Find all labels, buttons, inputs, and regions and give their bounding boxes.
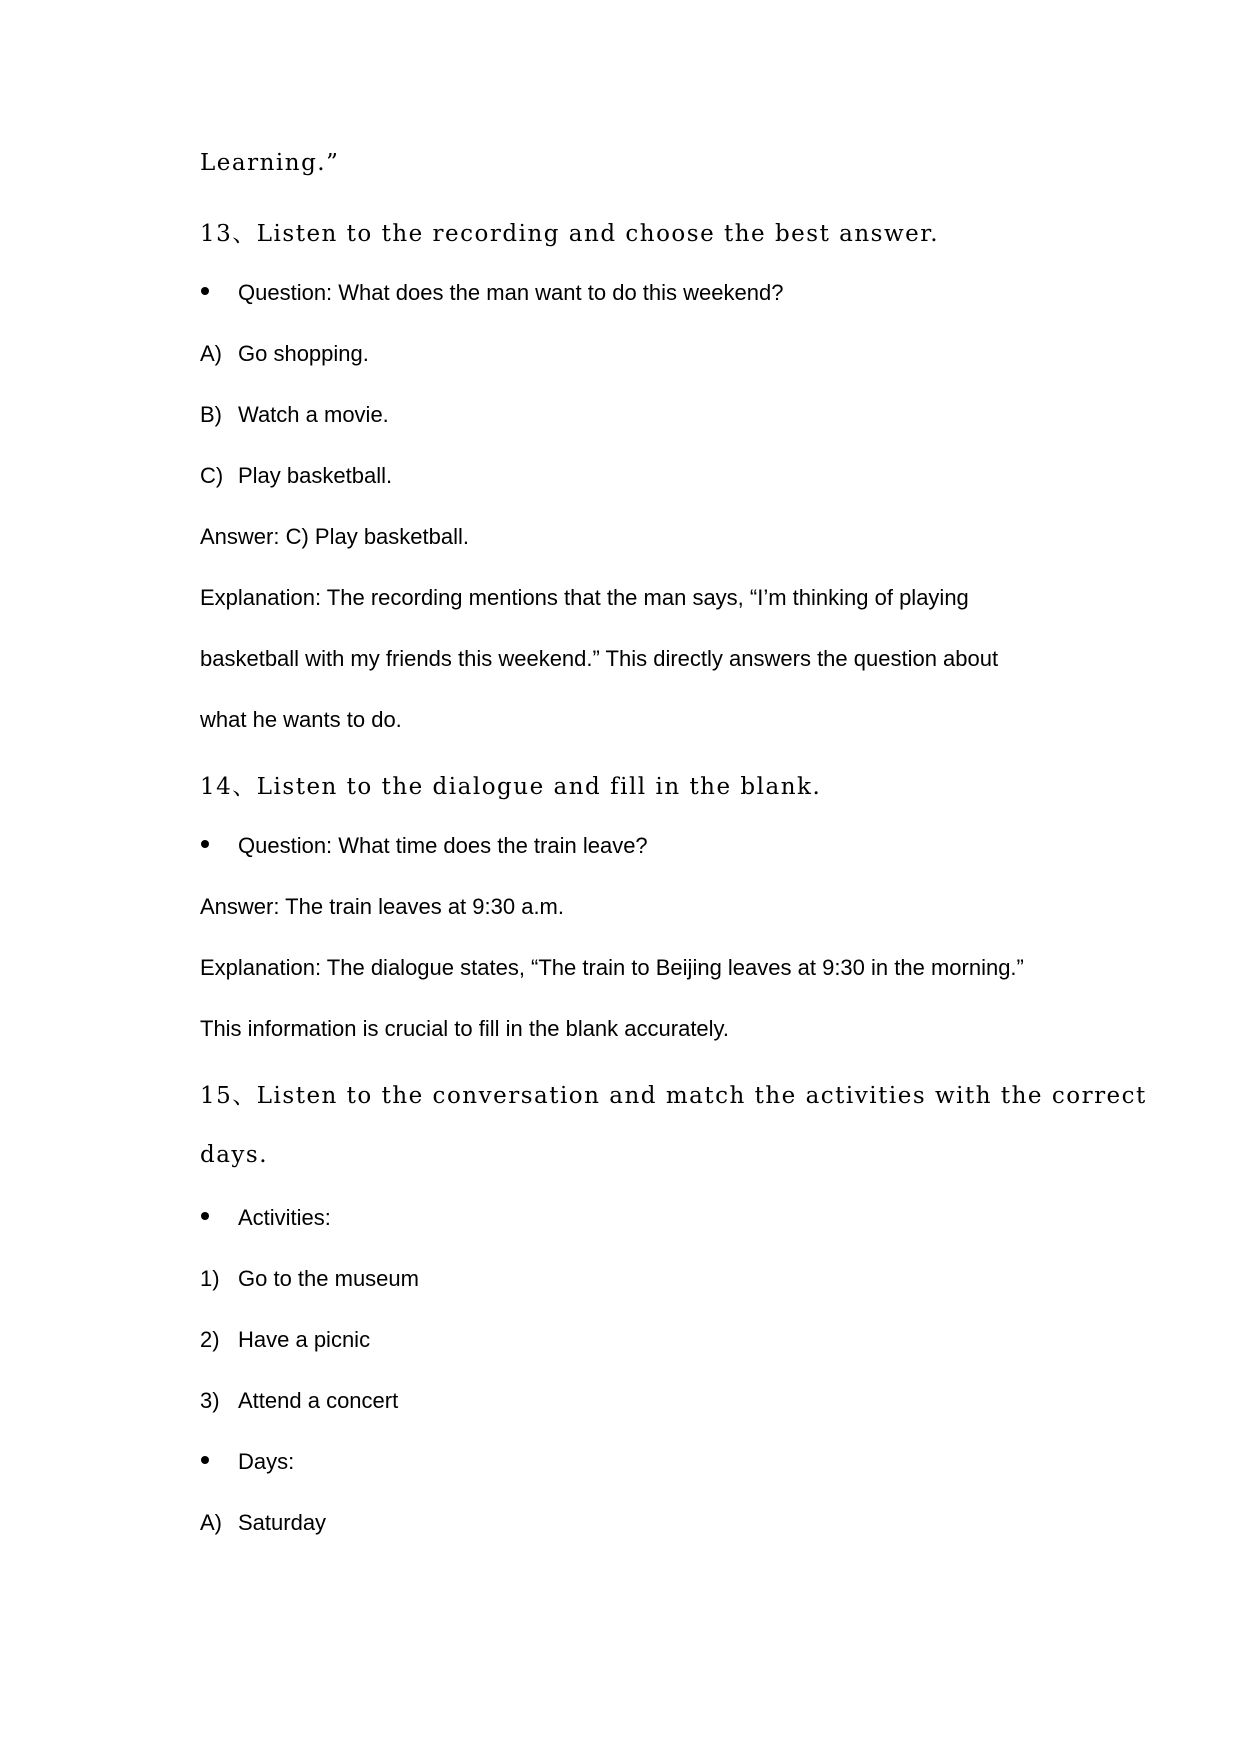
question-13-explanation-line-1 <box>200 585 969 611</box>
question-14-heading-text: 14、Listen to the dialogue and fill in the blank. <box>200 774 822 800</box>
explanation-text: Explanation: The recording mentions that the man says, “I’m thinking of playing <box>200 585 969 610</box>
days-label-text: Days: <box>238 1449 295 1474</box>
explanation-text: basketball with my friends this weekend.” This directly answers the question about <box>200 646 999 671</box>
activity-text: Attend a concert <box>238 1388 399 1413</box>
question-13-option-c <box>200 463 392 489</box>
activity-item-3 <box>200 1388 398 1414</box>
question-14-prompt-text: Question: What time does the train leave? <box>238 833 648 858</box>
answer-text: Answer: The train leaves at 9:30 a.m. <box>200 894 564 919</box>
question-13-answer <box>200 524 469 550</box>
question-14-heading <box>200 768 821 801</box>
question-13-prompt <box>200 280 783 306</box>
activity-text: Have a picnic <box>238 1327 371 1352</box>
option-marker: C) <box>200 463 224 488</box>
question-13-option-b <box>200 402 389 428</box>
question-13-option-a <box>200 341 369 367</box>
option-text: Play basketball. <box>238 463 393 488</box>
question-15-heading-line-2 <box>200 1142 268 1168</box>
option-text: Watch a movie. <box>238 402 389 427</box>
activity-item-2 <box>200 1327 370 1353</box>
question-14-explanation-line-2 <box>200 1016 729 1042</box>
item-marker: 3) <box>200 1388 220 1413</box>
explanation-text: what he wants to do. <box>200 707 402 732</box>
activity-text: Go to the museum <box>238 1266 419 1291</box>
question-13-explanation-line-3 <box>200 707 402 733</box>
question-13-prompt-text: Question: What does the man want to do this weekend? <box>238 280 784 305</box>
item-marker: 1) <box>200 1266 220 1291</box>
question-14-answer <box>200 894 564 920</box>
item-marker: A) <box>200 1510 222 1535</box>
option-marker: A) <box>200 341 222 366</box>
continued-text-content: Learning.” <box>200 150 340 176</box>
question-14-prompt <box>200 833 648 859</box>
continued-text <box>200 150 339 176</box>
question-13-explanation-line-2 <box>200 646 998 672</box>
activities-label-text: Activities: <box>238 1205 331 1230</box>
explanation-text: This information is crucial to fill in the blank accurately. <box>200 1016 730 1041</box>
explanation-text: Explanation: The dialogue states, “The train to Beijing leaves at 9:30 in the morning.” <box>200 955 1024 980</box>
question-15-heading-line-1 <box>200 1077 1147 1110</box>
item-marker: 2) <box>200 1327 220 1352</box>
day-item-a <box>200 1510 326 1536</box>
answer-text: Answer: C) Play basketball. <box>200 524 469 549</box>
question-14-explanation-line-1 <box>200 955 1024 981</box>
activity-item-1 <box>200 1266 419 1292</box>
option-text: Go shopping. <box>238 341 369 366</box>
day-text: Saturday <box>238 1510 327 1535</box>
question-13-heading-text: 13、Listen to the recording and choose the best answer. <box>200 221 940 247</box>
question-15-heading-text: days. <box>200 1142 269 1168</box>
question-15-activities-label <box>200 1205 331 1231</box>
question-13-heading <box>200 215 939 248</box>
question-15-heading-text: 15、Listen to the conversation and match the activities with the correct <box>200 1083 1147 1109</box>
question-15-days-label <box>200 1449 294 1475</box>
option-marker: B) <box>200 402 222 427</box>
